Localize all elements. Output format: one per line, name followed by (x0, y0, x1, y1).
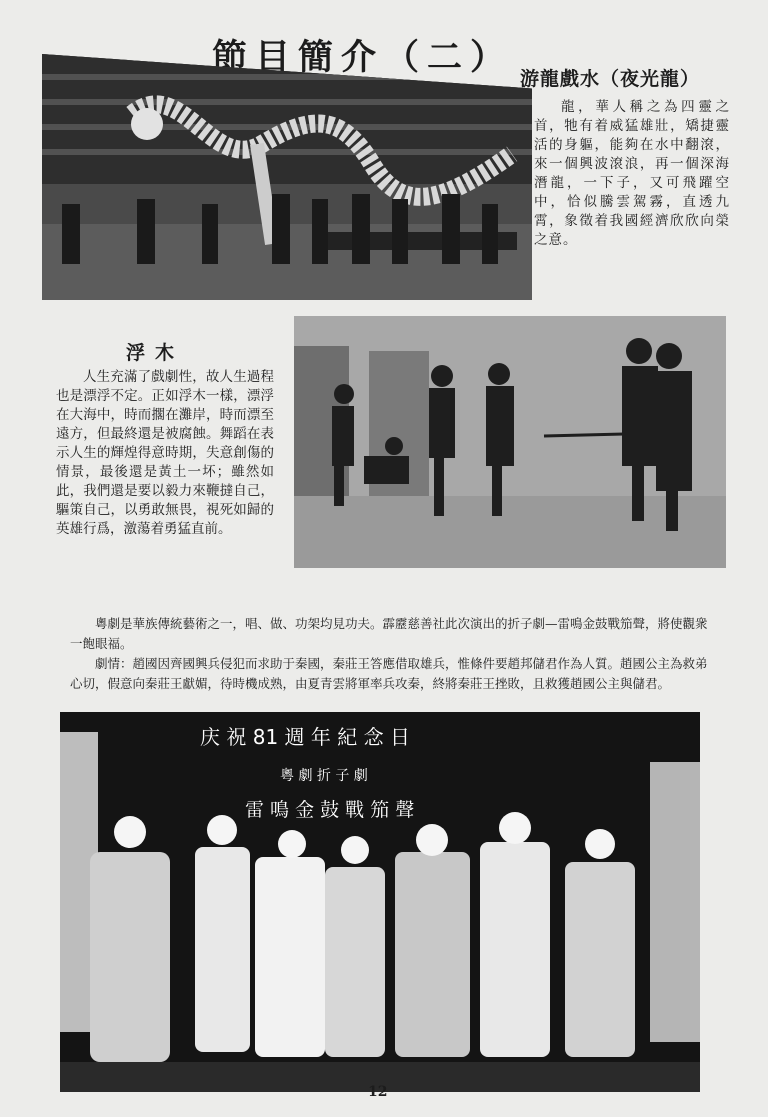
opera-stage-photo (60, 712, 700, 1092)
banner-line-1: 庆 祝 81 週 年 紀 念 日 (200, 725, 410, 749)
banner-line-3: 雷 鳴 金 鼓 戰 笳 聲 (245, 799, 415, 821)
float-description: 人生充滿了戲劇性，故人生過程也是漂浮不定。正如浮木一樣，漂浮在大海中，時而擱在灘岸，時而漂至遠方，但最終還是被腐蝕。舞蹈在表示人生的輝煌得意時期，失意創傷的情景，最後還是黃土一坏；雖然如此，我們還是要以毅力來鞭撻自己，驅策自己，以勇敢無畏，視死如歸的英雄行爲，激蕩着勇猛直前。 (56, 369, 274, 537)
opera-description (70, 614, 710, 694)
dragon-section-title: 游龍戲水（夜光龍） (520, 68, 701, 90)
page-title: 節目簡介（二） (212, 37, 514, 78)
banner-line-2: 粵 劇 折 子 劇 (280, 768, 368, 784)
dance-photo (294, 316, 726, 568)
dragon-description: 龍，華人稱之為四靈之首，牠有着威猛雄壯，矯捷靈活的身軀，能夠在水中翻滾，來一個興波滾浪，再一個深海潛龍，一下子，又可飛躍空中，恰似騰雲駕霧，直透九霄，象徵着我國經濟欣欣向榮之意。 (534, 99, 730, 248)
float-section-title: 浮木 (126, 342, 185, 364)
page-number: 12 (368, 1084, 388, 1100)
dragon-dance-photo (42, 54, 532, 300)
opera-intro: 粵劇是華族傳統藝術之一，唱、做、功架均見功夫。霹靂慈善社此次演出的折子劇—雷鳴金鼓戰笳聲，將使觀衆一飽眼福。 (70, 616, 708, 651)
opera-plot: 劇情：趙國因齊國興兵侵犯而求助于秦國，秦莊王答應借取雄兵，惟條件要趙邦儲君作為人質。趙國公主為救弟心切，假意向秦莊王獻媚，待時機成熟，由夏青雲將軍率兵攻秦，終將秦莊王挫敗，且救獲趙國公主與儲君。 (70, 656, 708, 691)
